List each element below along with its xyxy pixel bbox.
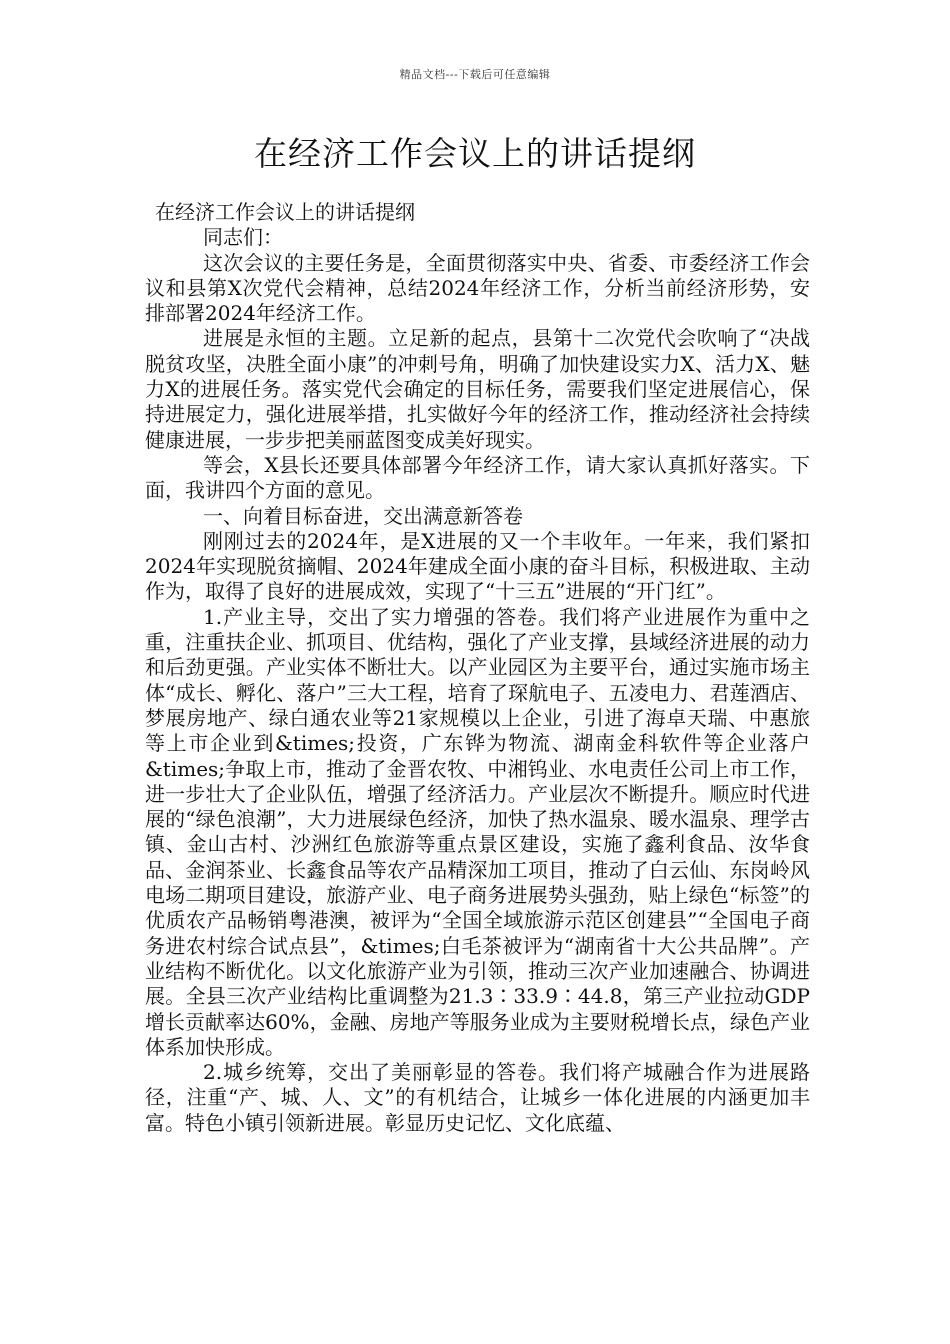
paragraph: 进展是永恒的主题。立足新的起点，县第十二次党代会吹响了“决战脱贫攻坚，决胜全面小康”的冲刺号角，明确了加快建设实力X、活力X、魅力X的进展任务。落实党代会确定的目标任务，需要我们坚定进展信心，保持进展定力，强化进展举措，扎实做好今年的经济工作，推动经济社会持续健康进展，一步步把美丽蓝图变成美好现实。	[145, 326, 810, 452]
paragraph: 2.城乡统筹，交出了美丽彰显的答卷。我们将产城融合作为进展路径，注重“产、城、人、文”的有机结合，让城乡一体化进展的内涵更加丰富。特色小镇引领新进展。彰显历史记忆、文化底蕴、	[145, 1060, 810, 1135]
paragraph: 等会，X县长还要具体部署今年经济工作，请大家认真抓好落实。下面，我讲四个方面的意见。	[145, 452, 810, 503]
header-note: 精品文档---下载后可任意编辑	[399, 68, 551, 81]
salutation: 同志们：	[203, 225, 283, 250]
paragraph: 刚刚过去的2024年，是X进展的又一个丰收年。一年来，我们紧扣2024年实现脱贫摘帽、2024年建成全面小康的奋斗目标，积极进取、主动作为，取得了良好的进展成效，实现了“十三五”进展的“开门红”。	[145, 528, 810, 604]
document-title: 在经济工作会议上的讲话提纲	[254, 134, 696, 173]
paragraph: 1.产业主导，交出了实力增强的答卷。我们将产业进展作为重中之重，注重扶企业、抓项目、优结构，强化了产业支撑，县域经济进展的动力和后劲更强。产业实体不断壮大。以产业园区为主要平台，通过实施市场主体“成长、孵化、落户”三大工程，培育了琛航电子、五凌电力、君莲酒店、梦展房地产、绿白通农业等21家规模以上企业，引进了海卓天瑞、中惠旅等上市企业到&times;投资，广东铧为物流、湖南金科软件等企业落户&times;争取上市，推动了金晋农牧、中湘钨业、水电责任公司上市工作，进一步壮大了企业队伍，增强了经济活力。产业层次不断提升。顺应时代进展的“绿色浪潮”，大力进展绿色经济，加快了热水温泉、暖水温泉、理学古镇、金山古村、沙洲红色旅游等重点景区建设，实施了鑫利食品、汝华食品、金润茶业、长鑫食品等农产品精深加工项目，推动了白云仙、东岗岭风电场二期项目建设，旅游产业、电子商务进展势头强劲，贴上绿色“标签”的优质农产品畅销粤港澳，被评为“全国全域旅游示范区创建县”“全国电子商务进农村综合试点县”，&times;白毛茶被评为“湖南省十大公共品牌”。产业结构不断优化。以文化旅游产业为引领，推动三次产业加速融合、协调进展。全县三次产业结构比重调整为21.3∶33.9∶44.8，第三产业拉动GDP增长贡献率达60%，金融、房地产等服务业成为主要财税增长点，绿色产业体系加快形成。	[145, 604, 810, 1059]
section-heading: 一、向着目标奋进，交出满意新答卷	[203, 503, 523, 528]
paragraph: 这次会议的主要任务是，全面贯彻落实中央、省委、市委经济工作会议和县第X次党代会精神，总结2024年经济工作，分析当前经济形势，安排部署2024年经济工作。	[145, 250, 810, 326]
document-body	[145, 200, 810, 1136]
body-subtitle: 在经济工作会议上的讲话提纲	[155, 200, 415, 224]
